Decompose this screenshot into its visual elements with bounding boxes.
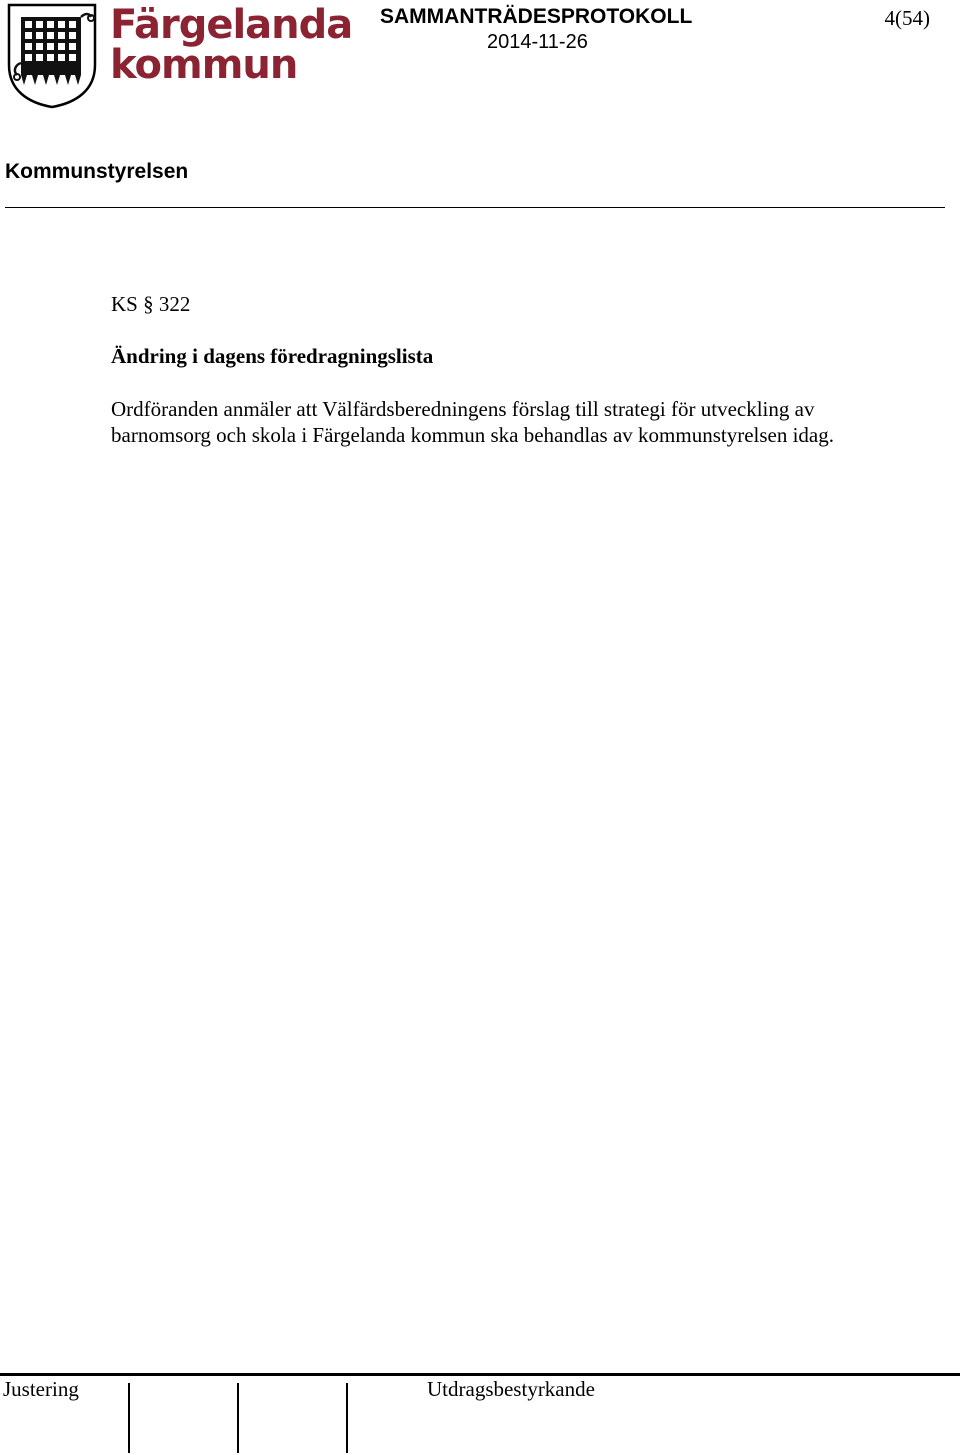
footer-divider <box>0 1373 960 1376</box>
coat-of-arms-icon <box>5 3 100 109</box>
section-body <box>111 396 911 448</box>
section-heading: Ändring i dagens föredragningslista <box>111 344 434 368</box>
logo-line-2: kommun <box>110 42 298 88</box>
justering-label: Justering <box>3 1377 79 1401</box>
header-divider <box>5 207 945 208</box>
signature-field <box>346 1383 348 1453</box>
logo-line-1: Färgelanda <box>110 2 353 48</box>
utdragsbestyrkande-label: Utdragsbestyrkande <box>427 1377 595 1401</box>
body-line: barnomsorg och skola i Färgelanda kommun ska behandlas av kommunstyrelsen idag. <box>111 423 835 447</box>
organization-name: Kommunstyrelsen <box>5 160 189 183</box>
meeting-date: 2014-11-26 <box>487 31 588 53</box>
paragraph-number: KS § 322 <box>111 292 191 316</box>
kommun-logo <box>5 2 353 109</box>
signature-field <box>237 1383 239 1453</box>
signature-field <box>128 1383 130 1453</box>
page-number: 4(54) <box>884 6 930 30</box>
document-type: SAMMANTRÄDESPROTOKOLL <box>380 5 693 28</box>
body-line: Ordföranden anmäler att Välfärdsberedningens förslag till strategi för utveckling av <box>111 397 815 421</box>
